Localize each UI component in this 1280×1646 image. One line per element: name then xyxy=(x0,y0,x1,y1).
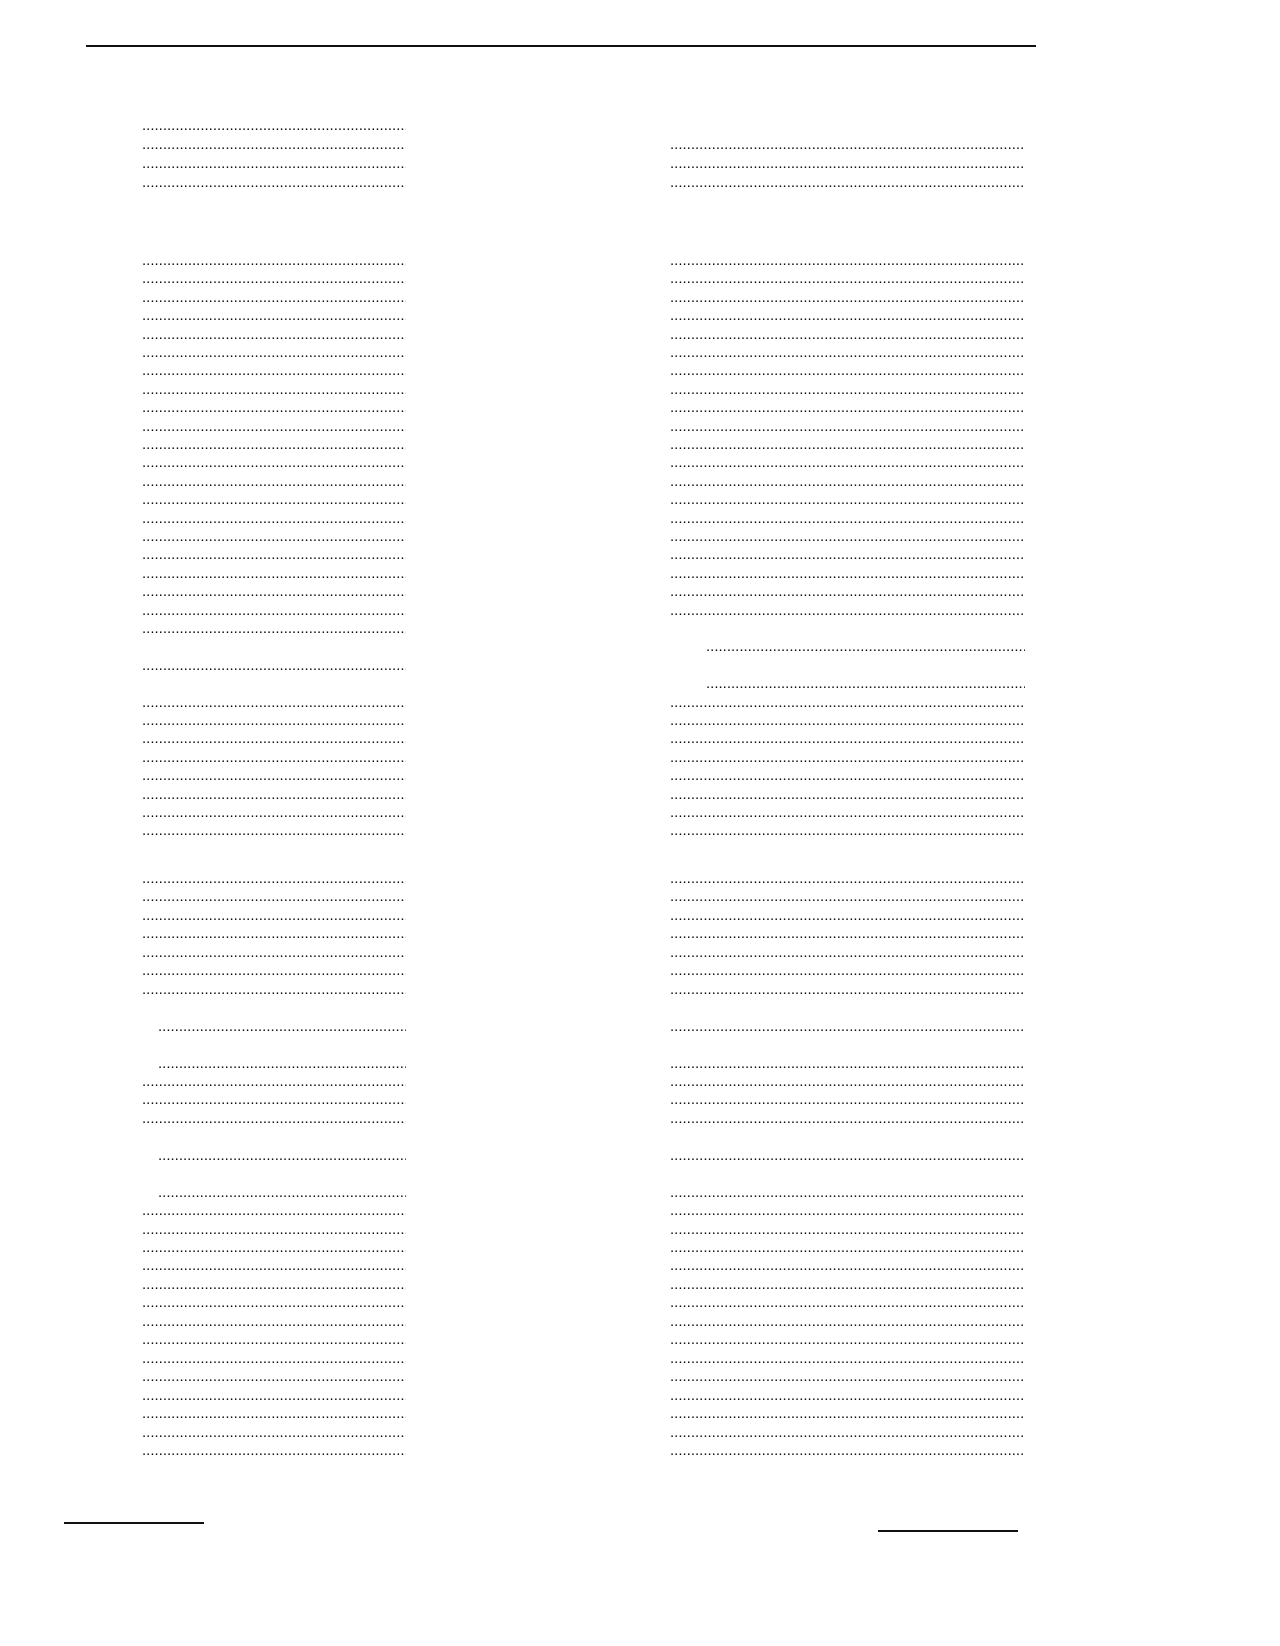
application-description xyxy=(142,962,406,980)
table-row xyxy=(0,1110,1280,1128)
part-name xyxy=(670,1091,1025,1109)
table-row xyxy=(0,1350,1280,1368)
part-name xyxy=(670,888,1025,906)
application-description xyxy=(142,399,406,417)
table-row xyxy=(0,399,1280,417)
part-name xyxy=(670,602,1025,620)
part-name xyxy=(670,1257,1025,1275)
application-description xyxy=(158,1018,406,1036)
application-description xyxy=(142,528,406,546)
part-name xyxy=(670,399,1025,417)
table-row xyxy=(0,436,1280,454)
application-description xyxy=(142,1276,406,1294)
part-name xyxy=(670,289,1025,307)
table-row xyxy=(0,155,1280,173)
application-description xyxy=(142,454,406,472)
part-name xyxy=(670,981,1025,999)
table-row xyxy=(0,1091,1280,1109)
application-description xyxy=(142,944,406,962)
table-row xyxy=(0,999,1280,1017)
table-row xyxy=(0,565,1280,583)
application-description xyxy=(158,1147,406,1165)
table-row xyxy=(0,528,1280,546)
application-description xyxy=(142,473,406,491)
part-name xyxy=(670,1055,1025,1073)
application-description xyxy=(142,749,406,767)
table-row xyxy=(0,944,1280,962)
part-name xyxy=(670,436,1025,454)
application-description xyxy=(142,602,406,620)
part-name xyxy=(670,326,1025,344)
application-description xyxy=(142,565,406,583)
table-row xyxy=(0,981,1280,999)
table-row xyxy=(0,1239,1280,1257)
part-name xyxy=(670,712,1025,730)
application-description xyxy=(142,418,406,436)
table-row xyxy=(0,1221,1280,1239)
table-row xyxy=(0,675,1280,693)
application-description xyxy=(142,344,406,362)
application-description xyxy=(142,1368,406,1386)
table-row xyxy=(0,907,1280,925)
application-description xyxy=(142,1110,406,1128)
part-name xyxy=(670,381,1025,399)
application-description xyxy=(142,694,406,712)
part-name xyxy=(670,804,1025,822)
application-description xyxy=(142,1442,406,1460)
application-description xyxy=(142,870,406,888)
table-row xyxy=(0,1055,1280,1073)
part-name xyxy=(670,1110,1025,1128)
part-name xyxy=(670,418,1025,436)
part-name xyxy=(670,1221,1025,1239)
table-row xyxy=(0,657,1280,675)
part-name xyxy=(670,870,1025,888)
part-name xyxy=(670,1294,1025,1312)
table-row xyxy=(0,546,1280,564)
part-name xyxy=(706,675,1025,693)
application-description xyxy=(142,326,406,344)
application-description xyxy=(142,1387,406,1405)
table-row xyxy=(0,270,1280,288)
part-name xyxy=(670,1387,1025,1405)
part-name xyxy=(670,270,1025,288)
application-description xyxy=(142,981,406,999)
table-row xyxy=(0,804,1280,822)
table-row xyxy=(0,1387,1280,1405)
table-row xyxy=(0,136,1280,154)
part-name xyxy=(670,155,1025,173)
application-description xyxy=(142,155,406,173)
table-row xyxy=(0,638,1280,656)
table-row xyxy=(0,344,1280,362)
application-description xyxy=(142,270,406,288)
part-name xyxy=(670,822,1025,840)
part-name xyxy=(670,1313,1025,1331)
application-description xyxy=(158,1184,406,1202)
table-row xyxy=(0,491,1280,509)
application-description xyxy=(142,907,406,925)
application-description xyxy=(142,620,406,638)
application-description xyxy=(142,583,406,601)
application-description xyxy=(142,136,406,154)
table-row xyxy=(0,362,1280,380)
table-row xyxy=(0,1184,1280,1202)
part-name xyxy=(670,1184,1025,1202)
table-row xyxy=(0,1313,1280,1331)
application-description xyxy=(142,1257,406,1275)
application-description xyxy=(142,1350,406,1368)
table-row xyxy=(0,1405,1280,1423)
footer-rule xyxy=(878,1530,1018,1532)
part-name xyxy=(670,510,1025,528)
table-row xyxy=(0,1257,1280,1275)
table-row xyxy=(0,786,1280,804)
part-name xyxy=(670,1405,1025,1423)
table-row xyxy=(0,381,1280,399)
part-name xyxy=(670,344,1025,362)
application-description xyxy=(142,925,406,943)
part-name xyxy=(670,694,1025,712)
part-name xyxy=(670,786,1025,804)
application-description xyxy=(142,546,406,564)
table-row xyxy=(0,1036,1280,1054)
application-description xyxy=(142,117,406,135)
table-row xyxy=(0,870,1280,888)
part-name xyxy=(670,565,1025,583)
application-description xyxy=(142,362,406,380)
table-row xyxy=(0,888,1280,906)
application-description xyxy=(142,381,406,399)
application-description xyxy=(142,1424,406,1442)
part-name xyxy=(670,491,1025,509)
part-name xyxy=(670,546,1025,564)
table-row xyxy=(0,749,1280,767)
part-name xyxy=(670,1239,1025,1257)
part-name xyxy=(670,454,1025,472)
part-name xyxy=(670,1202,1025,1220)
application-description xyxy=(142,1221,406,1239)
table-row xyxy=(0,730,1280,748)
table-row xyxy=(0,1442,1280,1460)
part-name xyxy=(670,1018,1025,1036)
table-row xyxy=(0,1331,1280,1349)
part-name xyxy=(670,252,1025,270)
part-name xyxy=(706,638,1025,656)
part-name xyxy=(670,944,1025,962)
part-name xyxy=(670,1147,1025,1165)
table-row xyxy=(0,1202,1280,1220)
application-description xyxy=(142,491,406,509)
part-name xyxy=(670,1350,1025,1368)
part-name xyxy=(670,925,1025,943)
part-name xyxy=(670,307,1025,325)
table-row xyxy=(0,694,1280,712)
table-row xyxy=(0,1073,1280,1091)
part-name xyxy=(670,767,1025,785)
application-description xyxy=(142,712,406,730)
application-description xyxy=(142,1202,406,1220)
table-row xyxy=(0,1294,1280,1312)
table-row xyxy=(0,1128,1280,1146)
part-name xyxy=(670,730,1025,748)
application-description xyxy=(142,436,406,454)
table-row xyxy=(0,307,1280,325)
table-row xyxy=(0,117,1280,135)
application-description xyxy=(142,1405,406,1423)
part-name xyxy=(670,136,1025,154)
table-row xyxy=(0,602,1280,620)
part-name xyxy=(670,962,1025,980)
table-row xyxy=(0,174,1280,192)
table-row xyxy=(0,1424,1280,1442)
part-name xyxy=(670,1424,1025,1442)
application-description xyxy=(142,786,406,804)
application-description xyxy=(142,822,406,840)
table-row xyxy=(0,326,1280,344)
table-row xyxy=(0,620,1280,638)
footer-rule xyxy=(64,1522,204,1524)
application-description xyxy=(142,1331,406,1349)
table-row xyxy=(0,767,1280,785)
part-name xyxy=(670,174,1025,192)
table-row xyxy=(0,1147,1280,1165)
application-description xyxy=(142,1313,406,1331)
part-name xyxy=(670,1276,1025,1294)
table-row xyxy=(0,1368,1280,1386)
part-name xyxy=(670,528,1025,546)
part-name xyxy=(670,473,1025,491)
application-description xyxy=(142,1239,406,1257)
table-row xyxy=(0,418,1280,436)
application-description xyxy=(142,804,406,822)
table-row xyxy=(0,962,1280,980)
application-description xyxy=(158,1055,406,1073)
application-description xyxy=(142,174,406,192)
application-description xyxy=(142,510,406,528)
application-description xyxy=(142,888,406,906)
part-name xyxy=(670,1442,1025,1460)
table-row xyxy=(0,510,1280,528)
application-description xyxy=(142,1294,406,1312)
part-name xyxy=(670,362,1025,380)
application-description xyxy=(142,252,406,270)
application-description xyxy=(142,289,406,307)
table-row xyxy=(0,1276,1280,1294)
application-description xyxy=(142,1091,406,1109)
header-rule xyxy=(86,45,1036,47)
application-description xyxy=(142,1073,406,1091)
table-row xyxy=(0,712,1280,730)
application-description xyxy=(142,730,406,748)
table-row xyxy=(0,289,1280,307)
table-row xyxy=(0,583,1280,601)
part-name xyxy=(670,1073,1025,1091)
table-row xyxy=(0,1018,1280,1036)
part-name xyxy=(670,583,1025,601)
application-description xyxy=(142,767,406,785)
table-row xyxy=(0,822,1280,840)
application-description xyxy=(142,307,406,325)
part-name xyxy=(670,1368,1025,1386)
table-row xyxy=(0,252,1280,270)
table-row xyxy=(0,1165,1280,1183)
part-name xyxy=(670,1331,1025,1349)
part-name xyxy=(670,907,1025,925)
application-description xyxy=(142,657,406,675)
table-row xyxy=(0,925,1280,943)
table-row xyxy=(0,98,1280,116)
table-row xyxy=(0,454,1280,472)
table-row xyxy=(0,473,1280,491)
part-name xyxy=(670,749,1025,767)
